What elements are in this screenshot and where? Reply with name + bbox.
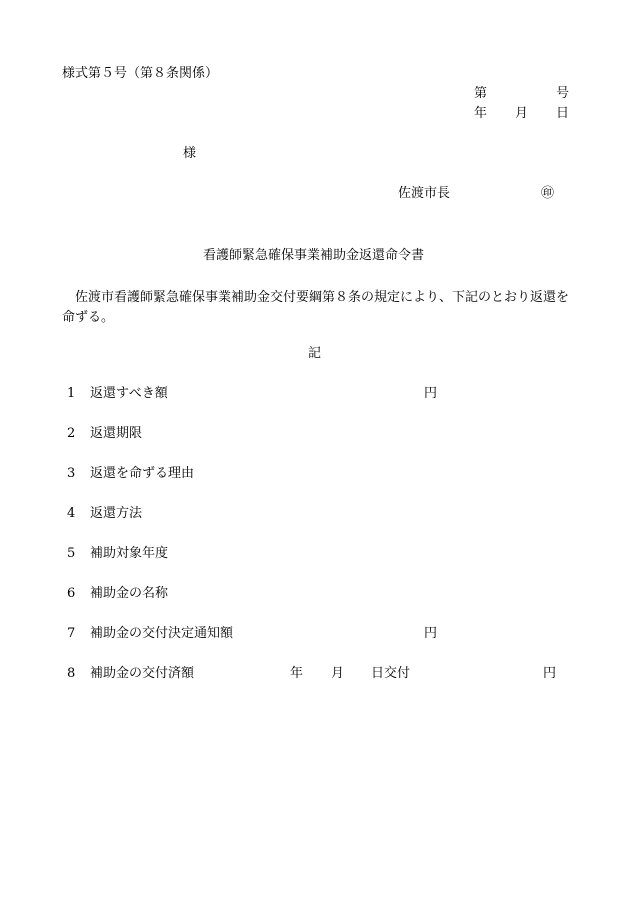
item-number: 1: [67, 386, 76, 401]
number-suffix: 号: [556, 86, 570, 101]
yen-unit: 円: [424, 626, 438, 641]
item-number: 2: [67, 426, 76, 441]
item-label: 補助金の交付済額: [90, 666, 195, 681]
item-number: 4: [67, 506, 76, 521]
seal-mark: ㊞: [541, 186, 555, 201]
date-year: 年: [290, 666, 304, 681]
date-year: 年: [474, 106, 488, 121]
item-label: 返還すべき額: [90, 386, 168, 401]
yen-unit: 円: [543, 666, 557, 681]
date-month: 月: [331, 666, 345, 681]
item-label: 返還を命ずる理由: [90, 466, 195, 481]
item-label: 返還期限: [90, 426, 143, 441]
sender-name: 佐渡市長: [398, 186, 451, 201]
delivery-day: 日交付: [371, 666, 411, 681]
item-label: 補助金の名称: [90, 586, 169, 601]
item-number: 8: [67, 666, 76, 681]
item-number: 6: [67, 586, 76, 601]
addressee-honorific: 様: [183, 146, 197, 161]
item-label: 補助対象年度: [90, 546, 169, 561]
item-number: 7: [67, 626, 76, 641]
body-text: 佐渡市看護師緊急確保事業補助金交付要綱第８条の規定により、下記のとおり返還を命ずる。: [62, 290, 570, 325]
document-title: 看護師緊急確保事業補助金返還命令書: [203, 248, 425, 263]
form-number: 様式第５号（第８条関係）: [62, 66, 219, 81]
ki-heading: 記: [308, 346, 322, 361]
item-label: 返還方法: [90, 506, 143, 521]
number-prefix: 第: [474, 86, 488, 101]
date-month: 月: [515, 106, 529, 121]
item-number: 5: [67, 546, 76, 561]
yen-unit: 円: [424, 386, 438, 401]
item-label: 補助金の交付決定通知額: [90, 626, 234, 641]
date-day: 日: [556, 106, 570, 121]
item-number: 3: [67, 466, 76, 481]
